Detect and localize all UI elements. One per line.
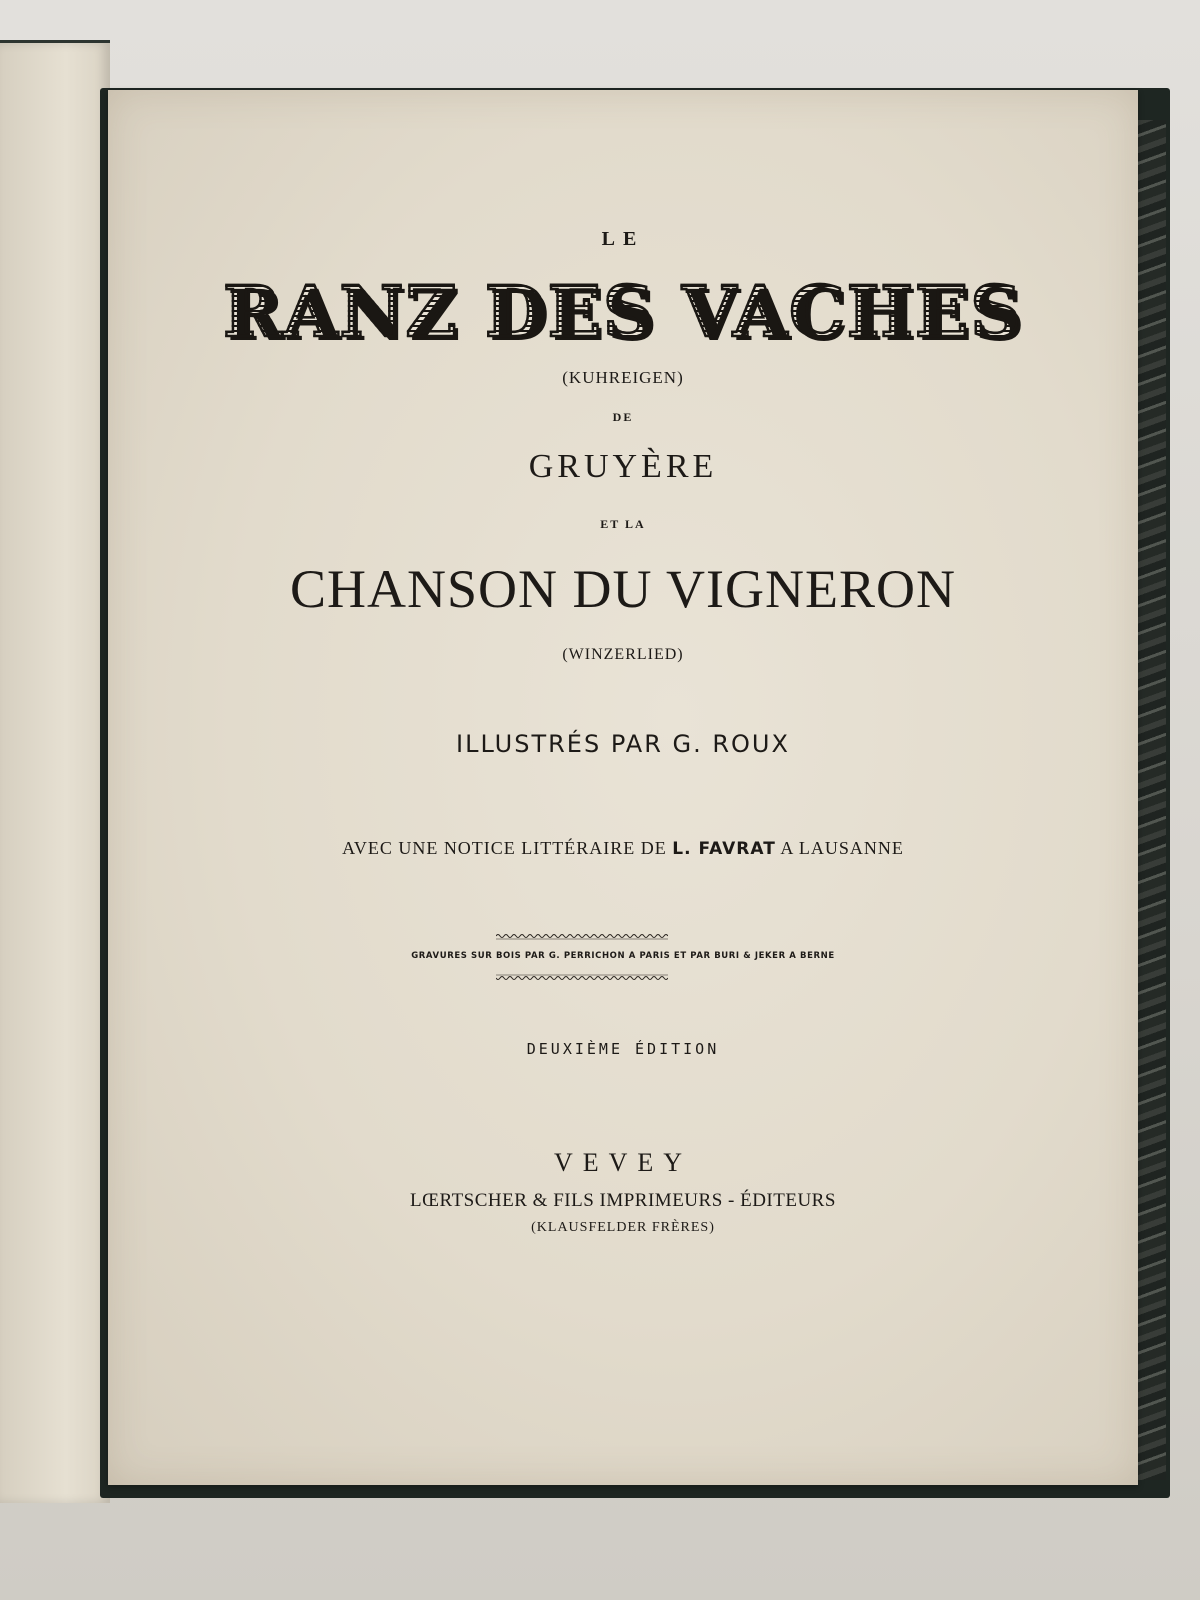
main-title-text: RANZ DES VACHES xyxy=(223,270,1023,353)
marbled-edge xyxy=(1136,120,1166,1480)
article-le: LE xyxy=(601,228,645,250)
title-gruyere: GRUYÈRE xyxy=(528,448,718,485)
title-chanson: CHANSON DU VIGNERON xyxy=(289,559,957,619)
left-flyleaf xyxy=(0,40,110,1503)
edition-line: DEUXIÈME ÉDITION xyxy=(526,1040,720,1058)
notice-line xyxy=(108,838,1138,859)
publisher-subtitle: (KLAUSFELDER FRÈRES) xyxy=(531,1220,715,1235)
title-page xyxy=(108,90,1138,1485)
main-title xyxy=(108,270,1138,353)
word-de: DE xyxy=(612,410,634,424)
city-name: VEVEY xyxy=(553,1148,693,1177)
illustrator-line: ILLUSTRÉS PAR G. ROUX xyxy=(456,730,790,758)
subtitle-kuhreigen: (KUHREIGEN) xyxy=(562,368,684,387)
notice-author: L. FAVRAT xyxy=(672,839,776,859)
notice-suffix: A LAUSANNE xyxy=(775,838,904,858)
notice-prefix: AVEC UNE NOTICE LITTÉRAIRE DE xyxy=(342,838,673,858)
ornament-rule-bottom xyxy=(496,974,668,982)
subtitle-winzerlied: (WINZERLIED) xyxy=(562,646,684,663)
engravers-credit: GRAVURES SUR BOIS PAR G. PERRICHON A PARIS ET PAR BURI & JEKER A BERNE xyxy=(411,951,835,961)
word-et-la: ET LA xyxy=(600,517,646,531)
ornament-rule-top xyxy=(496,932,668,940)
publisher-name: LŒRTSCHER & FILS IMPRIMEURS - ÉDITEURS xyxy=(410,1190,836,1211)
